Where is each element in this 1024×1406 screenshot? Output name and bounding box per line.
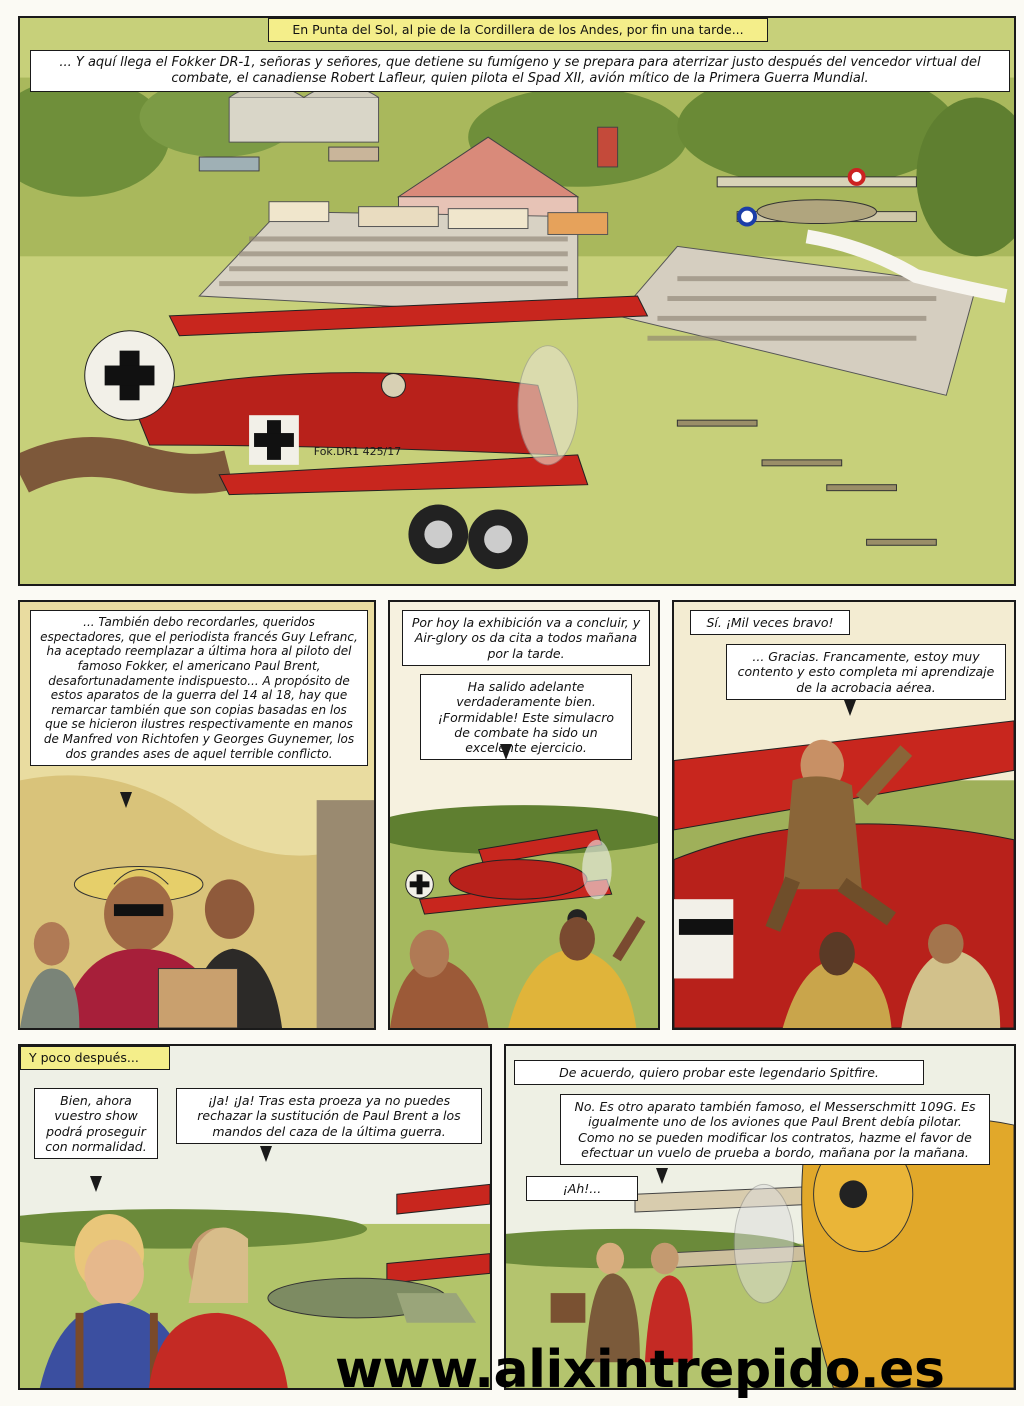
panel-airshow-fokker bbox=[18, 16, 1016, 586]
balloon-tail bbox=[656, 1168, 668, 1184]
airshow-illustration bbox=[20, 18, 1014, 584]
panel-announcer bbox=[18, 600, 376, 1030]
panel4-balloon-lefranc: ... Gracias. Francamente, estoy muy contento y esto completa mi aprendizaje de la acrobacia aérea. bbox=[726, 644, 1006, 700]
panel1-caption: En Punta del Sol, al pie de la Cordillera de los Andes, por fin una tarde... bbox=[268, 18, 768, 42]
balloon-tail bbox=[260, 1146, 272, 1162]
balloon-tail bbox=[500, 744, 512, 760]
panel3-balloon-speaker: Por hoy la exhibición va a concluir, y Air-glory os da cita a todos mañana por la tarde. bbox=[402, 610, 650, 666]
balloon-tail bbox=[844, 700, 856, 716]
panel-pilots-talk bbox=[18, 1044, 492, 1390]
panel1-balloon-announcer: ... Y aquí llega el Fokker DR-1, señoras y señores, que detiene su fumígeno y se prepara para aterrizar justo después del vencedor virtual del combate, el canadiense Robert Lafleur, quien pilota el Spad XII, avión mítico de la Primera Guerra Mundial. bbox=[30, 50, 1010, 92]
panel-lefranc-thanks bbox=[672, 600, 1016, 1030]
panel5-caption: Y poco después... bbox=[20, 1046, 170, 1070]
panel6-balloon-lefranc-ah: ¡Ah!... bbox=[526, 1176, 638, 1201]
balloon-tail bbox=[120, 792, 132, 808]
panel3-balloon-spectator: Ha salido adelante verdaderamente bien. ¡Formidable! Este simulacro de combate ha sido un excelente ejercicio. bbox=[420, 674, 632, 760]
plane-marking: Fok.DR1 425/17 bbox=[313, 444, 402, 458]
panel-messerschmitt bbox=[504, 1044, 1016, 1390]
panel2-balloon-announcer: ... También debo recordarles, queridos espectadores, que el periodista francés Guy Lefranc, ha aceptado reemplazar a última hora al piloto del famoso Fokker, el americano Paul Brent, desafortunadamente indispuesto... A propósito de estos aparatos de la guerra del 14 al 18, hay que remarcar también que son copias basadas en los que se hicieron ilustres respectivamente en manos de Manfred von Richtofen y Georges Guynemer, los dos grandes ases de aquel terrible conflicto. bbox=[30, 610, 368, 766]
panel5-balloon-lefranc: ¡Ja! ¡Ja! Tras esta proeza ya no puedes rechazar la sustitución de Paul Brent a los mandos del caza de la última guerra. bbox=[176, 1088, 482, 1144]
panel6-balloon-organizer: No. Es otro aparato también famoso, el Messerschmitt 109G. Es igualmente uno de los aviones que Paul Brent debía pilotar. Como no se pueden modificar los contratos, hazme el favor de efectuar un vuelo de prueba a bordo, mañana por la mañana. bbox=[560, 1094, 990, 1165]
site-watermark: www.alixintrepido.es bbox=[335, 1340, 945, 1400]
panel4-balloon-spectator: Sí. ¡Mil veces bravo! bbox=[690, 610, 850, 635]
panel-landing bbox=[388, 600, 660, 1030]
balloon-tail bbox=[90, 1176, 102, 1192]
panel6-balloon-lefranc: De acuerdo, quiero probar este legendario Spitfire. bbox=[514, 1060, 924, 1085]
panel5-balloon-blond: Bien, ahora vuestro show podrá proseguir con normalidad. bbox=[34, 1088, 158, 1159]
landing-illustration bbox=[390, 602, 658, 1028]
